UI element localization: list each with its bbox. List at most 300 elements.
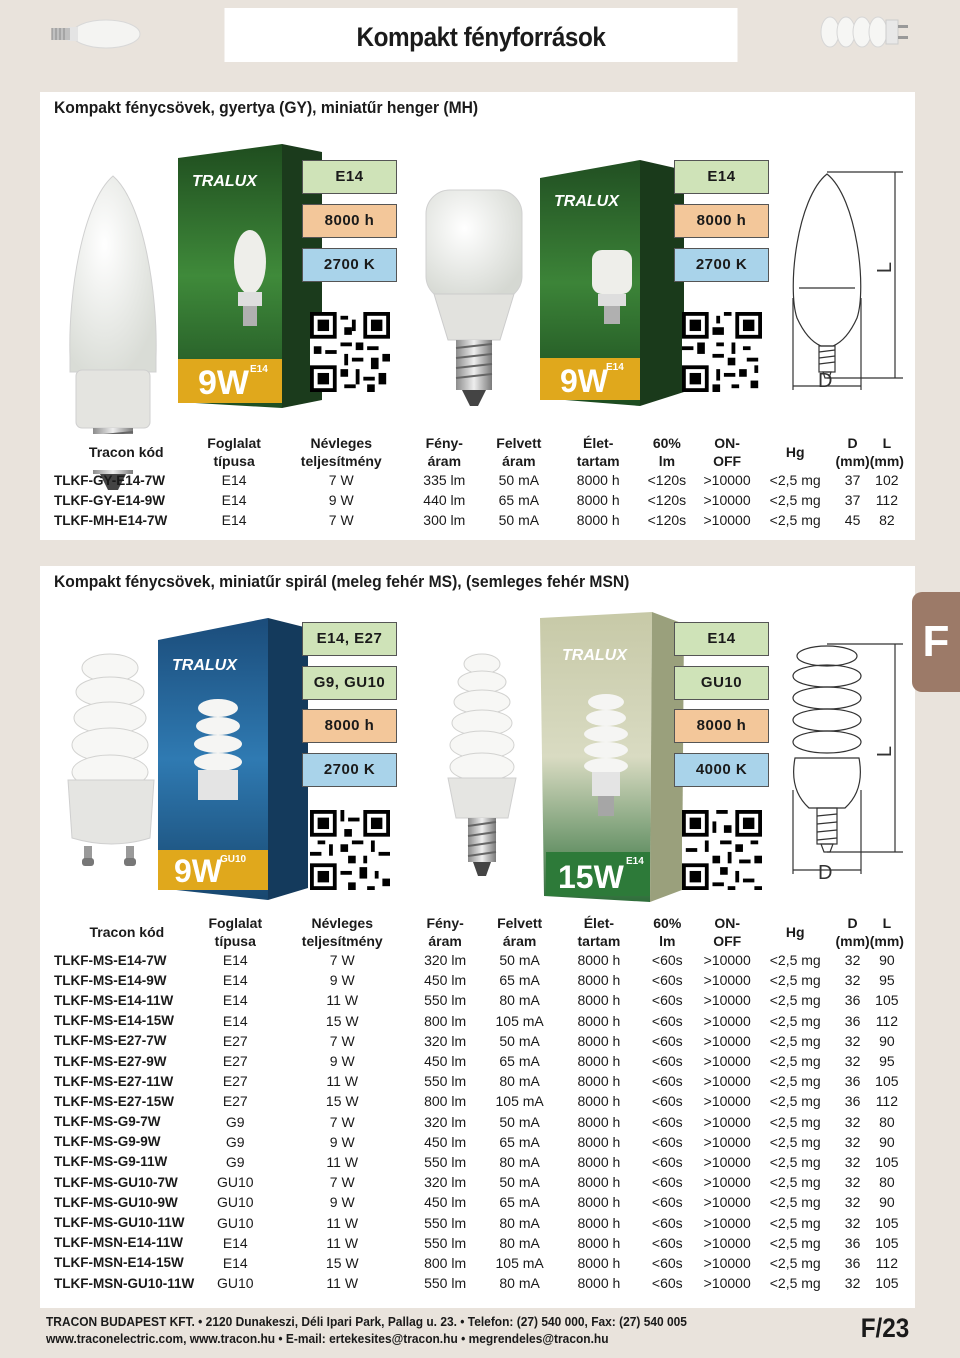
table-cell: 8000 h (577, 1254, 621, 1271)
table-header-row (54, 914, 904, 950)
table-cell: 50 mA (499, 1113, 540, 1130)
spec-lifetime: 8000 h (302, 204, 397, 238)
table-cell: 11 W (326, 1214, 359, 1231)
header-socket: Foglalat típusa (208, 915, 263, 949)
spec-socket: E14, E27 (302, 622, 397, 656)
table-cell: 11 W (326, 1153, 359, 1170)
product-code-cell: TLKF-MSN-GU10-11W (54, 1275, 195, 1291)
svg-text:9W: 9W (174, 853, 222, 889)
table-cell: <2,5 mg (769, 1275, 821, 1292)
product-code-cell: TLKF-MS-E14-11W (54, 992, 174, 1008)
table-cell: 32 (844, 1275, 861, 1292)
svg-text:E14: E14 (626, 856, 644, 867)
table-cell: <2,5 mg (769, 1254, 821, 1271)
table-row (54, 1212, 904, 1232)
table-cell: 15 W (325, 1093, 359, 1110)
svg-text:TRALUX: TRALUX (192, 173, 257, 190)
table-row (54, 1011, 904, 1031)
table-row (54, 970, 904, 990)
table-cell: 320 lm (424, 1174, 467, 1191)
table-cell: 8000 h (577, 952, 621, 969)
table-cell: 8000 h (577, 1153, 621, 1170)
table-row (54, 1152, 904, 1172)
table-cell: 8000 h (576, 472, 620, 489)
table-cell: G9 (225, 1133, 245, 1150)
table-cell: 7 W (329, 1174, 355, 1191)
table-cell: <60s (651, 1012, 683, 1029)
tralux-box-spiral-a (158, 618, 308, 900)
table-cell: 8000 h (577, 1133, 621, 1150)
table-cell: 32 (844, 1153, 861, 1170)
product-code-cell: TLKF-MS-E27-11W (54, 1073, 174, 1089)
table-cell: >10000 (703, 472, 751, 489)
table-row (54, 950, 904, 970)
header-d: D (mm) (835, 435, 870, 469)
table-cell: 50 mA (499, 1174, 540, 1191)
table-cell: 550 lm (424, 1234, 467, 1251)
table-cell: 65 mA (499, 1053, 540, 1070)
table-cell: 90 (879, 1194, 895, 1211)
spec-color-temp: 2700 K (302, 248, 397, 282)
table-cell: 320 lm (424, 952, 467, 969)
table-cell: E14 (221, 492, 247, 509)
table-cell: 11 W (326, 992, 359, 1009)
table-cell: 65 mA (499, 1133, 540, 1150)
product-code-cell: TLKF-MSN-E14-15W (54, 1255, 184, 1271)
header-current: Felvett áram (497, 915, 543, 949)
table-cell: 80 mA (499, 1214, 540, 1231)
table-cell: <60s (651, 1153, 683, 1170)
table-cell: 32 (844, 952, 861, 969)
table-cell: 32 (844, 1174, 861, 1191)
spiral-gu10-bulb-photo (58, 650, 168, 882)
table-cell: <60s (651, 1093, 683, 1110)
table-cell: 105 (875, 1214, 899, 1231)
table-cell: 112 (875, 492, 899, 509)
table-cell: E27 (222, 1053, 248, 1070)
table-cell: 50 mA (498, 472, 540, 489)
table-cell: E14 (222, 972, 248, 989)
table-cell: 65 mA (499, 972, 540, 989)
table-cell: 800 lm (424, 1254, 467, 1271)
table-cell: 9 W (329, 1194, 355, 1211)
table-cell: 80 (879, 1113, 895, 1130)
product-code-cell: TLKF-MS-E27-15W (54, 1093, 175, 1109)
table-cell: 9 W (328, 492, 354, 509)
table-cell: 8000 h (577, 1234, 621, 1251)
header-onoff: ON- OFF (713, 915, 742, 949)
section-title: Kompakt fénycsövek, gyertya (GY), miniatűr henger (MH) (54, 98, 479, 117)
table-cell: <2,5 mg (769, 1032, 821, 1049)
table-cell: 90 (879, 952, 895, 969)
header-code: Tracon kód (89, 924, 165, 940)
table-cell: >10000 (703, 1234, 751, 1251)
table-cell: 45 (844, 512, 861, 529)
table-cell: 36 (844, 992, 861, 1009)
dimension-label-d: D (818, 862, 833, 884)
table-cell: 550 lm (424, 1214, 467, 1231)
product-code-cell: TLKF-MS-E14-9W (54, 972, 167, 988)
table-cell: 8000 h (576, 512, 620, 529)
table-cell: 15 W (325, 1012, 359, 1029)
table-cell: 50 mA (499, 952, 540, 969)
product-code-cell: TLKF-MSN-E14-11W (54, 1235, 184, 1251)
table-cell: E14 (222, 992, 248, 1009)
table-cell: E14 (222, 1234, 248, 1251)
table-cell: 8000 h (577, 1093, 621, 1110)
table-cell: <60s (651, 952, 683, 969)
spec-lifetime: 8000 h (674, 709, 769, 743)
svg-text:E14: E14 (606, 362, 624, 373)
table-cell: 105 (875, 1275, 899, 1292)
table-cell: >10000 (703, 972, 751, 989)
table-cell: 7 W (329, 1032, 355, 1049)
table-cell: <2,5 mg (769, 992, 821, 1009)
header-60pct: 60% lm (652, 435, 681, 469)
spec-socket: E14 (302, 160, 397, 194)
spec-lifetime: 8000 h (302, 709, 397, 743)
table-row (54, 510, 904, 530)
table-cell: E14 (222, 952, 248, 969)
header-life: Élet- tartam (576, 435, 620, 469)
product-code-cell: TLKF-MH-E14-7W (54, 512, 168, 528)
spiral-dimension-diagram (785, 640, 905, 880)
table-cell: 80 mA (499, 1153, 540, 1170)
table-cell: 95 (879, 1053, 895, 1070)
table-cell: 450 lm (424, 972, 467, 989)
table-cell: <2,5 mg (769, 1214, 821, 1231)
table-header-row (54, 434, 904, 470)
table-cell: G9 (225, 1113, 245, 1130)
table-cell: 15 W (325, 1254, 359, 1271)
table-cell: 8000 h (576, 492, 620, 509)
section-title: Kompakt fénycsövek, miniatűr spirál (meleg fehér MS), (semleges fehér MSN) (54, 572, 630, 591)
chapter-tab: F (912, 592, 960, 692)
qr-code-c (310, 810, 390, 890)
spec-socket-2: G9, GU10 (302, 666, 397, 700)
table-cell: <2,5 mg (769, 472, 821, 489)
table-row (54, 1253, 904, 1273)
table-cell: <60s (651, 1275, 683, 1292)
svg-text:TRALUX: TRALUX (172, 657, 237, 674)
table-cell: <60s (651, 1032, 683, 1049)
table-cell: GU10 (216, 1214, 254, 1231)
spec-socket: E14 (674, 622, 769, 656)
table-cell: 9 W (329, 1053, 355, 1070)
table-cell: 50 mA (499, 1032, 540, 1049)
page-title: Kompakt fényforrások (225, 8, 738, 62)
table-cell: >10000 (703, 492, 751, 509)
table-cell: 80 mA (499, 1234, 540, 1251)
table-cell: 450 lm (424, 1133, 467, 1150)
table-cell: 80 mA (499, 1073, 540, 1090)
table-cell: 7 W (329, 952, 355, 969)
table-cell: 8000 h (577, 1073, 621, 1090)
table-row (54, 1192, 904, 1212)
table-cell: 550 lm (424, 1073, 467, 1090)
table-cell: 105 (875, 1153, 899, 1170)
table-cell: 36 (844, 1073, 861, 1090)
table-cell: E27 (222, 1032, 248, 1049)
tralux-box-b (540, 160, 684, 406)
table-cell: <2,5 mg (769, 1073, 821, 1090)
table-cell: 8000 h (577, 1053, 621, 1070)
header-hg: Hg (785, 444, 805, 460)
product-code-cell: TLKF-MS-G9-9W (54, 1134, 161, 1150)
table-row (54, 1051, 904, 1071)
table-cell: <2,5 mg (769, 1174, 821, 1191)
table-cell: 11 W (326, 1073, 359, 1090)
table-cell: 440 lm (423, 492, 466, 509)
table-cell: 32 (844, 1053, 861, 1070)
table-cell: <60s (651, 1174, 683, 1191)
mini-cylinder-bulb-photo (420, 184, 530, 459)
table-cell: >10000 (703, 1113, 751, 1130)
product-code-cell: TLKF-MS-E14-15W (54, 1013, 175, 1029)
table-cell: <60s (651, 1133, 683, 1150)
table-cell: 320 lm (424, 1113, 467, 1130)
table-cell: >10000 (703, 952, 751, 969)
spec-color-temp: 4000 K (674, 753, 769, 787)
table-cell: 112 (875, 1012, 899, 1029)
page-number: F/23 (860, 1313, 910, 1343)
table-cell: 50 mA (498, 512, 540, 529)
table-cell: E27 (222, 1073, 248, 1090)
table-cell: >10000 (703, 1073, 751, 1090)
table-cell: 8000 h (577, 1214, 621, 1231)
table-cell: >10000 (703, 512, 751, 529)
table-cell: 550 lm (424, 1153, 467, 1170)
svg-text:TRALUX: TRALUX (562, 647, 627, 664)
table-cell: 800 lm (424, 1012, 467, 1029)
qr-code-b (682, 312, 762, 392)
section-mini-spiral (40, 566, 915, 1308)
table-cell: 105 (875, 1234, 899, 1251)
table-cell: 102 (875, 472, 899, 489)
table-cell: 450 lm (424, 1053, 467, 1070)
table-cell: <120s (647, 492, 687, 509)
table-row (54, 490, 904, 510)
product-code-cell: TLKF-MS-G9-7W (54, 1114, 161, 1130)
table-cell: 335 lm (423, 472, 466, 489)
table-cell: 65 mA (499, 1194, 540, 1211)
product-code-cell: TLKF-MS-E27-9W (54, 1053, 167, 1069)
header-code: Tracon kód (88, 444, 164, 460)
table-cell: 105 mA (495, 1093, 544, 1110)
table-cell: 8000 h (577, 1194, 621, 1211)
product-code-cell: TLKF-MS-E27-7W (54, 1033, 167, 1049)
table-cell: 36 (844, 1254, 861, 1271)
table-cell: G9 (225, 1153, 245, 1170)
table-cell: 32 (844, 972, 861, 989)
table-cell: GU10 (216, 1275, 254, 1292)
table-cell: 8000 h (577, 1012, 621, 1029)
product-code-cell: TLKF-MS-E14-7W (54, 952, 167, 968)
table-cell: 8000 h (577, 1113, 621, 1130)
dimension-label-l: L (874, 261, 897, 274)
table-cell: 65 mA (498, 492, 540, 509)
qr-code-d (682, 810, 762, 890)
table-cell: 32 (844, 1194, 861, 1211)
dimension-label-l: L (874, 745, 897, 758)
table-cell: >10000 (703, 1174, 751, 1191)
table-cell: <60s (651, 1234, 683, 1251)
table-cell: 32 (844, 1113, 861, 1130)
table-cell: >10000 (703, 992, 751, 1009)
header-hg: Hg (785, 924, 805, 940)
table-row (54, 1132, 904, 1152)
table-cell: E14 (221, 512, 247, 529)
table-cell: E14 (222, 1012, 248, 1029)
table-row (54, 1273, 904, 1293)
table-cell: 11 W (326, 1234, 359, 1251)
spec-lifetime: 8000 h (674, 204, 769, 238)
tralux-box-spiral-b (532, 612, 684, 902)
table-cell: 36 (844, 1093, 861, 1110)
dimension-label-d: D (818, 370, 833, 392)
table-cell: <60s (651, 1073, 683, 1090)
table-cell: 37 (844, 472, 861, 489)
svg-text:E14: E14 (250, 364, 268, 375)
table-cell: 7 W (329, 1113, 355, 1130)
table-cell: <60s (651, 1254, 683, 1271)
table-cell: 95 (879, 972, 895, 989)
table-cell: 9 W (329, 1133, 355, 1150)
table-cell: 105 (875, 1073, 899, 1090)
header-flux: Fény- áram (425, 435, 463, 469)
svg-text:9W: 9W (560, 363, 608, 399)
table-row (54, 1112, 904, 1132)
table-cell: >10000 (703, 1254, 751, 1271)
table-cell: E14 (221, 472, 247, 489)
table-cell: 80 (879, 1174, 895, 1191)
svg-text:9W: 9W (198, 364, 249, 402)
spec-socket-2: GU10 (674, 666, 769, 700)
table-cell: <60s (651, 1194, 683, 1211)
tralux-box-a (178, 144, 322, 410)
table-cell: <2,5 mg (769, 1234, 821, 1251)
svg-text:TRALUX: TRALUX (554, 193, 619, 210)
table-row (54, 470, 904, 490)
table-cell: 112 (875, 1254, 899, 1271)
header-l: L (mm) (869, 915, 904, 949)
table-cell: <60s (651, 1113, 683, 1130)
header-power: Névleges teljesítmény (300, 435, 382, 469)
product-code-cell: TLKF-GY-E14-7W (54, 472, 166, 488)
table-cell: GU10 (216, 1194, 254, 1211)
header-60pct: 60% lm (653, 915, 682, 949)
table-cell: <60s (651, 992, 683, 1009)
table-cell: 90 (879, 1133, 895, 1150)
table-cell: <2,5 mg (769, 492, 821, 509)
table-cell: <2,5 mg (769, 1153, 821, 1170)
candle-dimension-diagram (785, 168, 905, 393)
table-cell: 36 (844, 1012, 861, 1029)
table-cell: <60s (651, 1053, 683, 1070)
table-cell: <120s (647, 472, 687, 489)
header-socket: Foglalat típusa (207, 435, 261, 469)
table-cell: 8000 h (577, 1275, 621, 1292)
table-cell: 90 (879, 1032, 895, 1049)
svg-text:15W: 15W (558, 859, 624, 895)
table-cell: >10000 (703, 1012, 751, 1029)
header-life: Élet- tartam (577, 915, 621, 949)
table-cell: >10000 (703, 1194, 751, 1211)
table-cell: 8000 h (577, 992, 621, 1009)
table-cell: <2,5 mg (769, 1053, 821, 1070)
table-cell: 105 mA (495, 1254, 544, 1271)
table-cell: <60s (651, 972, 683, 989)
table-cell: 8000 h (577, 1174, 621, 1191)
svg-text:GU10: GU10 (220, 854, 247, 865)
table-cell: GU10 (216, 1174, 254, 1191)
footer-address: TRACON BUDAPEST KFT. • 2120 Dunakeszi, Déli Ipari Park, Pallag u. 23. • Telefon: (27) 540 000, Fax: (27) 540 005 (46, 1314, 687, 1329)
section-candle-mini-cylinder (40, 92, 915, 540)
spec-color-temp: 2700 K (302, 753, 397, 787)
header-l: L (mm) (869, 435, 904, 469)
product-code-cell: TLKF-MS-GU10-9W (54, 1194, 178, 1210)
table-cell: 300 lm (423, 512, 466, 529)
table-row (54, 990, 904, 1010)
table-row (54, 1233, 904, 1253)
header-onoff: ON- OFF (713, 435, 742, 469)
table-cell: >10000 (703, 1153, 751, 1170)
table-cell: 80 mA (499, 992, 540, 1009)
table-cell: 80 mA (499, 1275, 540, 1292)
footer-contacts: www.traconelectric.com, www.tracon.hu • E-mail: ertekesites@tracon.hu • megrendeles@tracon.hu (46, 1331, 609, 1346)
table-cell: >10000 (703, 1214, 751, 1231)
table-cell: 7 W (328, 512, 354, 529)
table-cell: <2,5 mg (769, 1093, 821, 1110)
table-cell: >10000 (703, 1053, 751, 1070)
table-cell: 550 lm (424, 1275, 467, 1292)
product-code-cell: TLKF-MS-G9-11W (54, 1154, 168, 1170)
table-cell: 320 lm (424, 1032, 467, 1049)
product-code-cell: TLKF-GY-E14-9W (54, 492, 166, 508)
table-cell: 11 W (326, 1275, 359, 1292)
table-cell: <120s (647, 512, 687, 529)
table-cell: >10000 (703, 1133, 751, 1150)
table-cell: 32 (844, 1032, 861, 1049)
table-row (54, 1091, 904, 1111)
table-cell: <2,5 mg (769, 512, 821, 529)
table-cell: >10000 (703, 1093, 751, 1110)
table-cell: <2,5 mg (769, 1113, 821, 1130)
table-cell: 32 (844, 1214, 861, 1231)
table-cell: <2,5 mg (769, 1133, 821, 1150)
table-cell: 7 W (328, 472, 354, 489)
spiral-bulb-decoration (818, 10, 913, 55)
spiral-e14-bulb-photo (438, 650, 528, 892)
qr-code-a (310, 312, 390, 392)
table-cell: >10000 (703, 1275, 751, 1292)
header-current: Felvett áram (496, 435, 542, 469)
spec-socket: E14 (674, 160, 769, 194)
table-row (54, 1031, 904, 1051)
table-cell: <2,5 mg (769, 1012, 821, 1029)
header-flux: Fény- áram (426, 915, 464, 949)
candle-bulb-decoration (46, 12, 141, 57)
table-cell: E27 (222, 1093, 248, 1110)
table-cell: 550 lm (424, 992, 467, 1009)
table-cell: 36 (844, 1234, 861, 1251)
table-cell: 800 lm (424, 1093, 467, 1110)
table-cell: 9 W (329, 972, 355, 989)
header-d: D (mm) (835, 915, 870, 949)
header-power: Névleges teljesítmény (301, 915, 383, 949)
table-cell: 105 mA (495, 1012, 544, 1029)
table-cell: 8000 h (577, 972, 621, 989)
